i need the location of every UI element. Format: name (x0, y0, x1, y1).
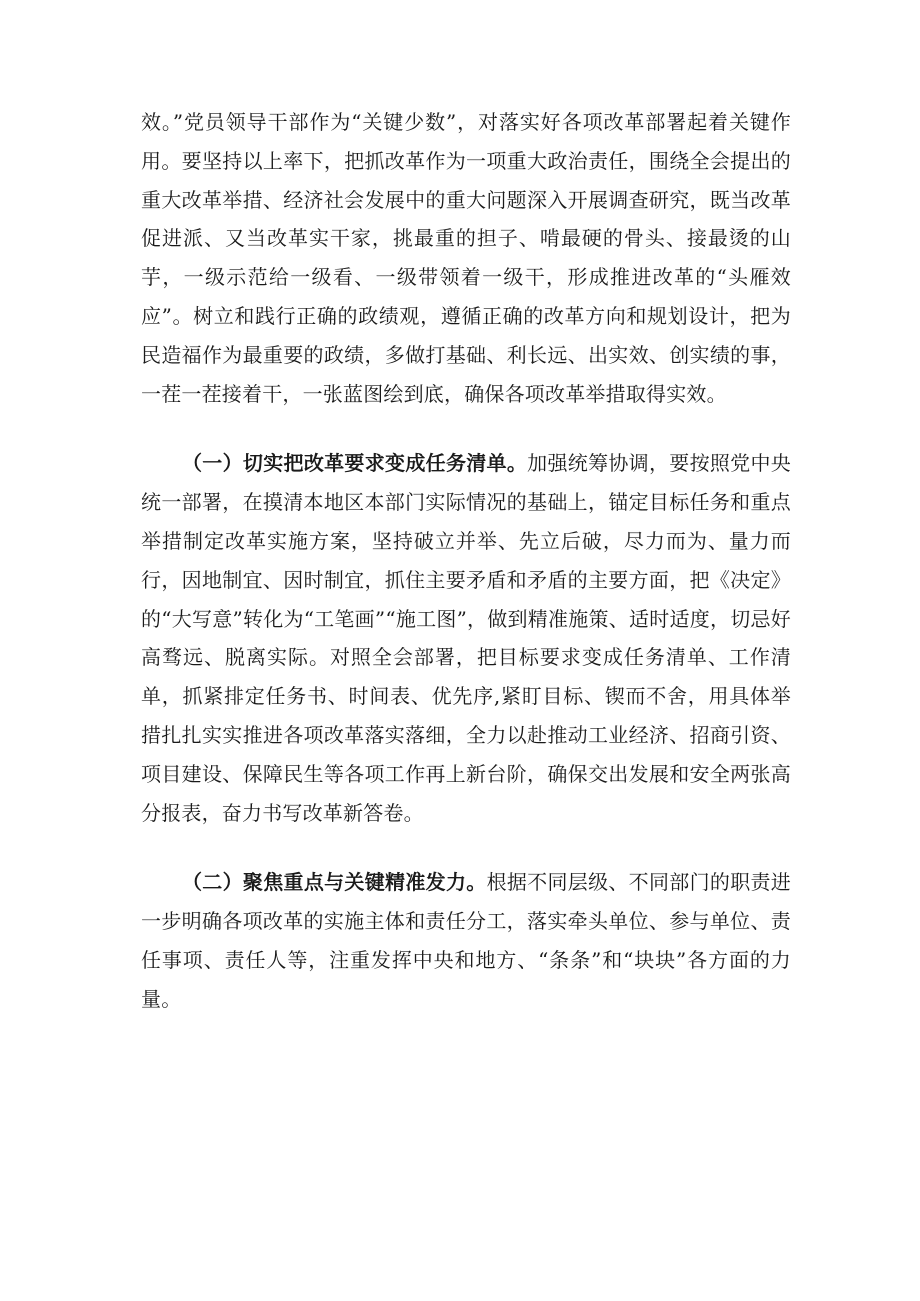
section-heading: （二）聚焦重点与关键精准发力。 (182, 870, 487, 895)
document-body (141, 103, 791, 1019)
paragraph-continuation (141, 103, 791, 413)
paragraph-text: 加强统筹协调，要按照党中央统一部署，在摸清本地区本部门实际情况的基础上，锚定目标任务和重点举措制定改革实施方案，坚持破立并举、先立后破，尽力而为、量力而行，因地制宜、因时制宜，抓住主要矛盾和矛盾的主要方面，把《决定》的“大写意”转化为“工笔画”“施工图”，做到精准施策、适时适度，切忌好高骛远、脱离实际。对照全会部署，把目标要求变成任务清单、工作清单，抓紧排定任务书、时间表、优先序,紧盯目标、锲而不舍，用具体举措扎扎实实推进各项改革落实落细，全力以赴推动工业经济、招商引资、项目建设、保障民生等各项工作再上新台阶，确保交出发展和安全两张高分报表，奋力书写改革新答卷。 (141, 451, 791, 825)
paragraph-text: 效。”党员领导干部作为“关键少数”，对落实好各项改革部署起着关键作用。要坚持以上率下，把抓改革作为一项重大政治责任，围绕全会提出的重大改革举措、经济社会发展中的重大问题深入开展调查研究，既当改革促进派、又当改革实干家，挑最重的担子、啃最硬的骨头、接最烫的山芋，一级示范给一级看、一级带领着一级干，形成推进改革的“头雁效应”。树立和践行正确的政绩观，遵循正确的改革方向和规划设计，把为民造福作为最重要的政绩，多做打基础、利长远、出实效、创实绩的事，一茬一茬接着干，一张蓝图绘到底，确保各项改革举措取得实效。 (141, 110, 791, 406)
paragraph-section-2 (141, 863, 791, 1018)
paragraph-section-1 (141, 444, 791, 832)
section-heading: （一）切实把改革要求变成任务清单。 (182, 451, 528, 476)
paragraph-text: 根据不同层级、不同部门的职责进一步明确各项改革的实施主体和责任分工，落实牵头单位、参与单位、责任事项、责任人等，注重发挥中央和地方、“条条”和“块块”各方面的力量。 (141, 870, 792, 1011)
